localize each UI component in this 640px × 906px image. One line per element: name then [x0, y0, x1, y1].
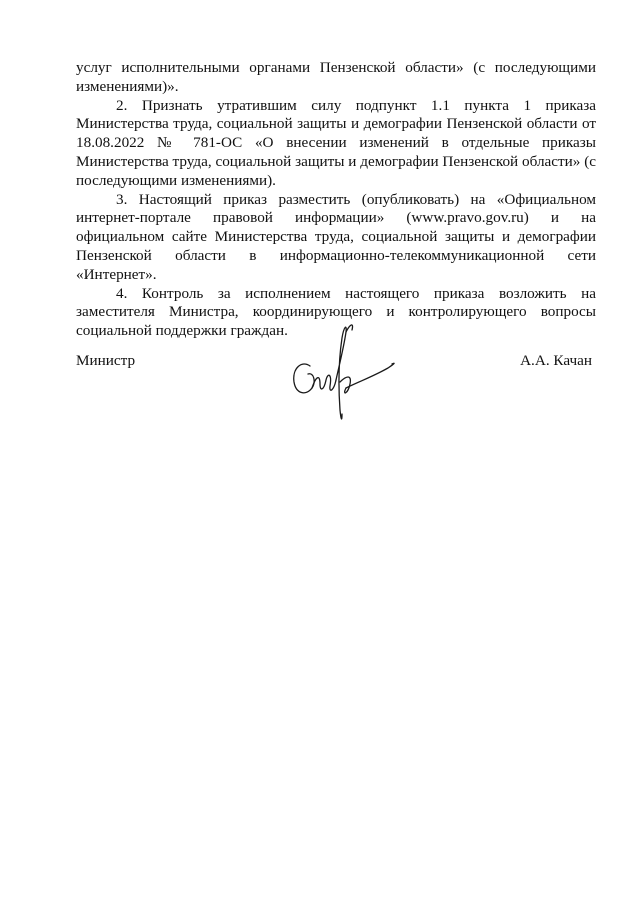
handwritten-signature-icon — [284, 310, 404, 428]
signer-position: Министр — [76, 352, 136, 369]
paragraph-item-3: 3. Настоящий приказ разместить (опубликовать) на «Официальном интернет-портале правовой информации» (www.pravo.gov.ru) и на официальном сайте Министерства труда, социальной защиты и демографии Пензенской области в информационно-телекоммуникационной сети «Интернет». — [76, 190, 596, 283]
paragraph-continuation: услуг исполнительными органами Пензенской области» (с последующими изменениями)». — [76, 59, 596, 95]
signature-block — [76, 310, 596, 430]
paragraph-item-4: 4. Контроль за исполнением настоящего приказа возложить на заместителя Министра, координирующего и контролирующего вопросы социальной поддержки граждан. — [76, 284, 596, 340]
paragraph-item-2: 2. Признать утратившим силу подпункт 1.1 пункта 1 приказа Министерства труда, социальной защиты и демографии Пензенской области от 18.08.2022 № 781-ОС «О внесении изменений в отдельные приказы Министерства труда, социальной защиты и демографии Пензенской области» (с последующими изменениями). — [76, 96, 596, 189]
signer-name: А.А. Качан — [520, 352, 592, 369]
document-body — [76, 59, 596, 341]
